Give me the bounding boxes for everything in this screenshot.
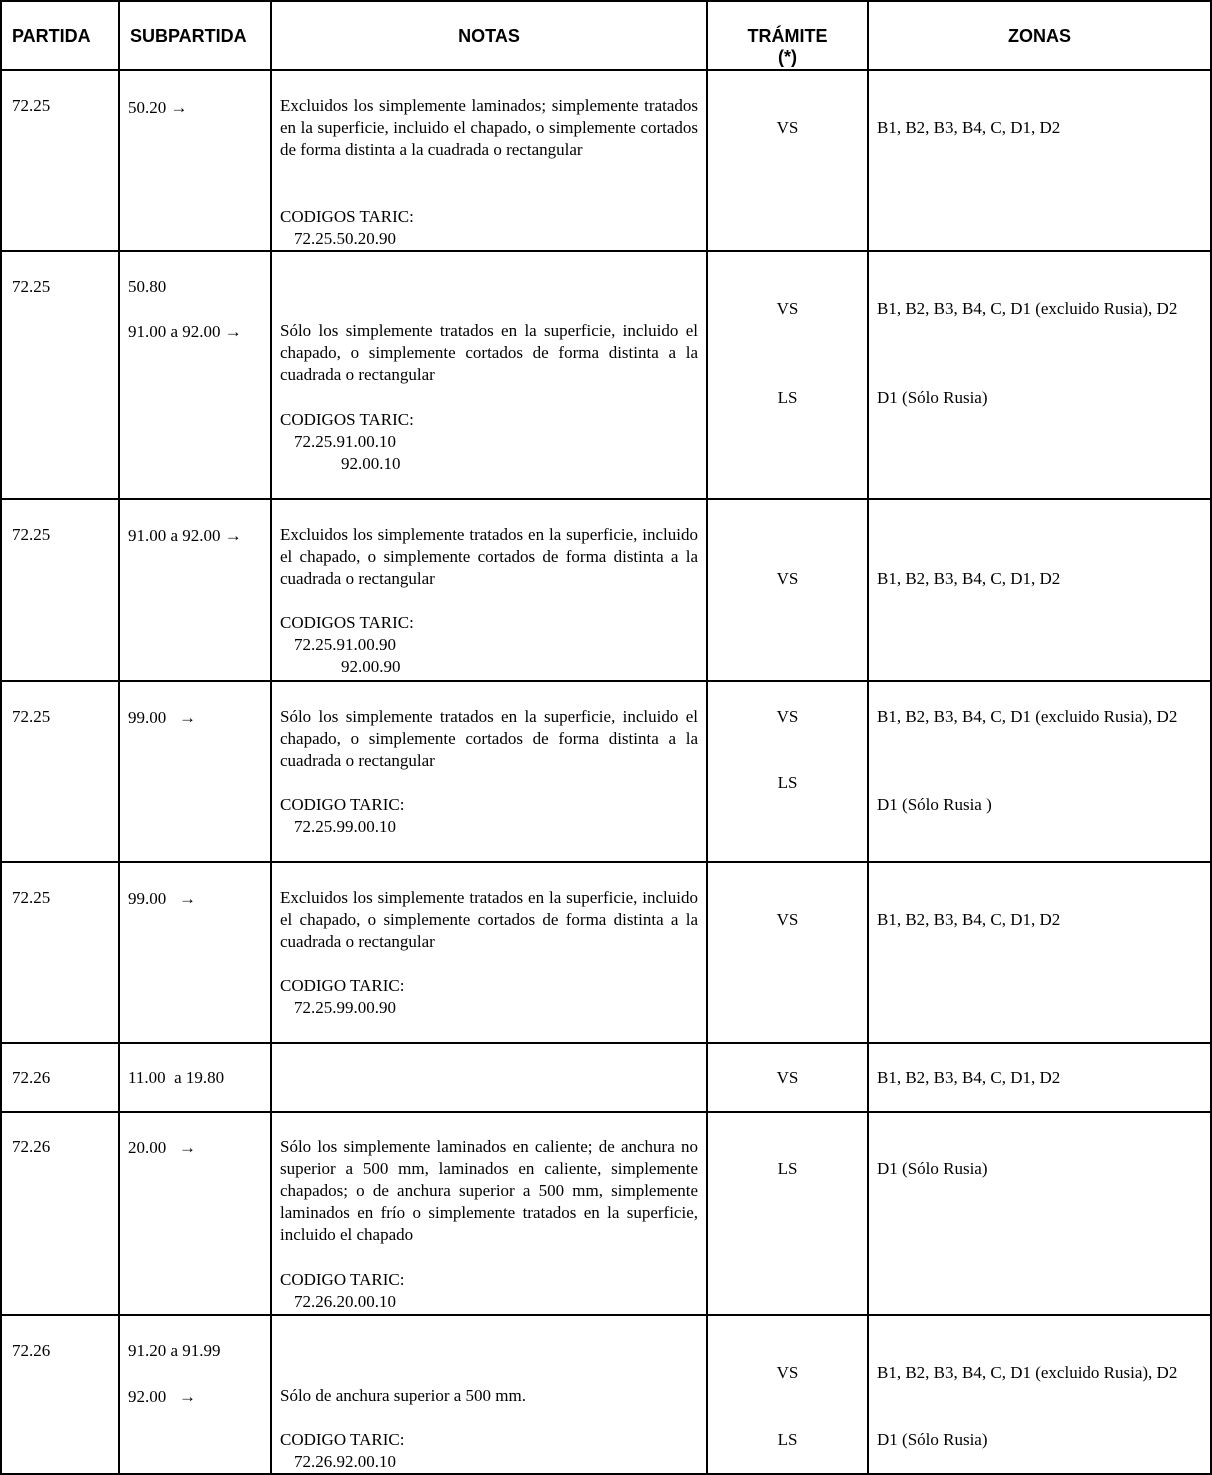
subpartida-cell [120, 682, 272, 861]
taric-code: 72.26.92.00.10 [294, 1452, 396, 1471]
partida-value: 72.26 [12, 1137, 51, 1156]
notas-cell [272, 500, 708, 680]
taric-code: 72.25.91.00.90 [294, 635, 396, 654]
partida-cell [0, 682, 120, 861]
taric-code: 72.25.99.00.10 [294, 817, 396, 836]
subpartida-value: 11.00 a 19.80 [128, 1068, 225, 1087]
partida-value: 72.25 [12, 96, 51, 115]
header-zonas: ZONAS [869, 2, 1212, 69]
notas-text: Sólo los simplemente tratados en la superficie, incluido el chapado, o simplemente cortados de forma distinta a la cuadrada o rectangular [280, 321, 698, 384]
zonas-value: B1, B2, B3, B4, C, D1, D2 [877, 1068, 1061, 1087]
subpartida-cell [120, 1044, 272, 1111]
subpartida-cell [120, 1113, 272, 1314]
notas-cell [272, 682, 708, 861]
taric-block [280, 1429, 404, 1473]
table-row [0, 252, 1212, 500]
tramite-cell [708, 500, 869, 680]
notas-text: Excluidos los simplemente laminados; simplemente tratados en la superficie, incluido el chapado, o simplemente cortados de forma distinta a la cuadrada o rectangular [280, 96, 698, 159]
subpartida-cell [120, 71, 272, 250]
header-notas: NOTAS [272, 2, 708, 69]
partida-value: 72.25 [12, 888, 51, 907]
notas-text: Sólo los simplemente tratados en la superficie, incluido el chapado, o simplemente cortados de forma distinta a la cuadrada o rectangular [280, 707, 698, 770]
taric-code: 92.00.90 [341, 657, 401, 676]
tramite-cell [708, 1113, 869, 1314]
zonas-value: D1 (Sólo Rusia) [877, 1430, 988, 1449]
taric-label: CODIGO TARIC: [280, 1430, 405, 1449]
taric-code: 72.26.20.00.10 [294, 1292, 396, 1311]
partida-cell [0, 1044, 120, 1111]
zonas-cell [869, 71, 1212, 250]
subpartida-value: 99.00 → [128, 889, 196, 908]
zonas-cell [869, 1044, 1212, 1111]
taric-block [280, 409, 414, 475]
taric-block [280, 794, 404, 838]
partida-value: 72.25 [12, 525, 51, 544]
subpartida-cell [120, 1316, 272, 1473]
taric-block [280, 206, 414, 250]
table-row [0, 71, 1212, 252]
zonas-value: B1, B2, B3, B4, C, D1, D2 [877, 569, 1061, 588]
zonas-cell [869, 1316, 1212, 1473]
tramite-value: LS [777, 1159, 798, 1178]
table-row [0, 1316, 1212, 1475]
taric-label: CODIGO TARIC: [280, 1270, 405, 1289]
tramite-cell [708, 1316, 869, 1473]
subpartida-value: 20.00 → [128, 1138, 196, 1157]
table-header [0, 0, 1212, 71]
partida-cell [0, 863, 120, 1042]
notas-cell [272, 1316, 708, 1473]
subpartida-cell [120, 500, 272, 680]
zonas-cell [869, 1113, 1212, 1314]
zonas-value: B1, B2, B3, B4, C, D1, D2 [877, 118, 1061, 137]
tramite-cell [708, 71, 869, 250]
zonas-value: B1, B2, B3, B4, C, D1 (excluido Rusia), D2 [877, 299, 1178, 318]
tramite-cell [708, 252, 869, 498]
subpartida-value: 50.20 → [128, 98, 188, 117]
subpartida-cell [120, 252, 272, 498]
partida-value: 72.25 [12, 277, 51, 296]
zonas-cell [869, 500, 1212, 680]
header-tramite-label: TRÁMITE [747, 26, 828, 46]
partida-cell [0, 1113, 120, 1314]
tramite-value: VS [776, 569, 799, 588]
taric-block [280, 612, 414, 678]
tramite-value: LS [777, 1430, 798, 1449]
tramite-value: VS [776, 707, 799, 726]
taric-label: CODIGOS TARIC: [280, 613, 414, 632]
table-row [0, 1113, 1212, 1316]
notas-cell [272, 252, 708, 498]
table-row [0, 682, 1212, 863]
taric-block [280, 975, 404, 1019]
tramite-cell [708, 682, 869, 861]
tramite-value: LS [777, 773, 798, 792]
partida-value: 72.25 [12, 707, 51, 726]
partida-value: 72.26 [12, 1341, 51, 1360]
tramite-value: VS [776, 1068, 799, 1087]
zonas-cell [869, 682, 1212, 861]
subpartida-value: 50.80 [128, 277, 167, 296]
tramite-value: LS [777, 388, 798, 407]
notas-text: Excluidos los simplemente tratados en la superficie, incluido el chapado, o simplemente cortados de forma distinta a la cuadrada o rectangular [280, 525, 698, 588]
table-row [0, 863, 1212, 1044]
table-row [0, 1044, 1212, 1113]
taric-code: 92.00.10 [341, 454, 401, 473]
taric-label: CODIGOS TARIC: [280, 207, 414, 226]
notas-cell [272, 71, 708, 250]
taric-code: 72.25.50.20.90 [294, 229, 396, 248]
tramite-value: VS [776, 299, 799, 318]
taric-code: 72.25.91.00.10 [294, 432, 396, 451]
taric-label: CODIGOS TARIC: [280, 410, 414, 429]
zonas-cell [869, 863, 1212, 1042]
table-row [0, 500, 1212, 682]
header-partida: PARTIDA [0, 2, 120, 69]
notas-cell [272, 1113, 708, 1314]
tramite-value: VS [776, 910, 799, 929]
notas-text: Sólo los simplemente laminados en caliente; de anchura no superior a 500 mm, laminados en caliente, simplemente chapados; o de anchura superior a 500 mm, simplemente laminados en frío o simplemente tratados en la superficie, incluido el chapado [280, 1137, 698, 1244]
tramite-cell [708, 863, 869, 1042]
zonas-value: D1 (Sólo Rusia ) [877, 795, 992, 814]
zonas-value: D1 (Sólo Rusia) [877, 388, 988, 407]
taric-label: CODIGO TARIC: [280, 795, 405, 814]
subpartida-value: 92.00 → [128, 1387, 196, 1406]
subpartida-cell [120, 863, 272, 1042]
partida-cell [0, 500, 120, 680]
taric-code: 72.25.99.00.90 [294, 998, 396, 1017]
partida-cell [0, 71, 120, 250]
taric-block [280, 1269, 404, 1313]
notas-cell [272, 1044, 708, 1111]
zonas-value: B1, B2, B3, B4, C, D1 (excluido Rusia), D2 [877, 707, 1178, 726]
subpartida-value: 99.00 → [128, 708, 196, 727]
notas-text: Sólo de anchura superior a 500 mm. [280, 1386, 526, 1405]
zonas-value: D1 (Sólo Rusia) [877, 1159, 988, 1178]
header-tramite [708, 2, 869, 69]
subpartida-value: 91.00 a 92.00 → [128, 526, 242, 545]
partida-cell [0, 252, 120, 498]
zonas-value: B1, B2, B3, B4, C, D1, D2 [877, 910, 1061, 929]
header-tramite-note: (*) [778, 47, 797, 67]
partida-value: 72.26 [12, 1068, 51, 1087]
tramite-value: VS [776, 118, 799, 137]
zonas-value: B1, B2, B3, B4, C, D1 (excluido Rusia), D2 [877, 1363, 1178, 1382]
subpartida-value: 91.00 a 92.00 → [128, 322, 242, 341]
partida-cell [0, 1316, 120, 1473]
notas-cell [272, 863, 708, 1042]
subpartida-value: 91.20 a 91.99 [128, 1341, 221, 1360]
tramite-cell [708, 1044, 869, 1111]
tramite-value: VS [776, 1363, 799, 1382]
taric-label: CODIGO TARIC: [280, 976, 405, 995]
notas-text: Excluidos los simplemente tratados en la superficie, incluido el chapado, o simplemente cortados de forma distinta a la cuadrada o rectangular [280, 888, 698, 951]
zonas-cell [869, 252, 1212, 498]
header-subpartida: SUBPARTIDA [120, 2, 272, 69]
